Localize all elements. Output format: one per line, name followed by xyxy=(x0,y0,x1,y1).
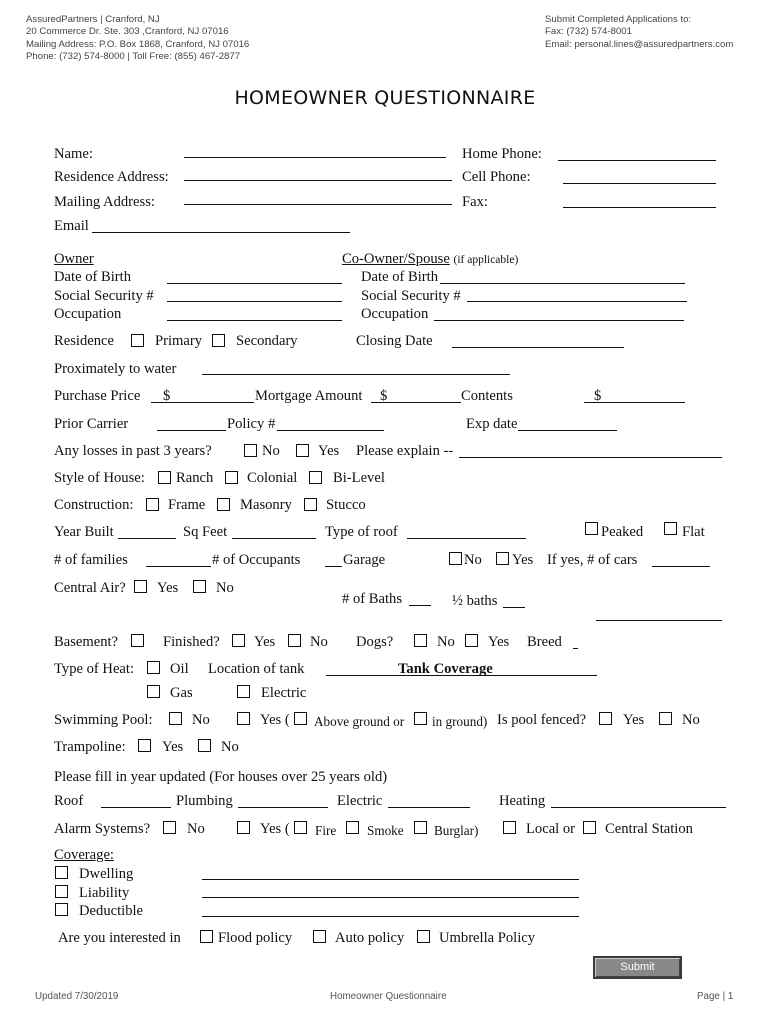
secondary-label: Secondary xyxy=(236,333,298,349)
cell-phone-field[interactable] xyxy=(563,183,716,184)
prior-carrier-field[interactable] xyxy=(157,430,226,431)
frame-checkbox[interactable] xyxy=(146,498,159,511)
finished-label: Finished? xyxy=(163,634,220,650)
purchase-price-label: Purchase Price xyxy=(54,388,141,404)
sqft-field[interactable] xyxy=(232,538,316,539)
garage-label: Garage xyxy=(343,552,386,568)
breed-label: Breed xyxy=(527,634,562,650)
owner-occupation-label: Occupation xyxy=(54,306,122,322)
inground-checkbox[interactable] xyxy=(414,712,427,725)
flat-checkbox[interactable] xyxy=(664,522,677,535)
primary-checkbox[interactable] xyxy=(131,334,144,347)
residence-address-field[interactable] xyxy=(184,180,452,181)
residence-address-label: Residence Address: xyxy=(54,169,169,185)
submit-to-line: Submit Completed Applications to: xyxy=(545,14,692,25)
breed-field[interactable] xyxy=(573,648,578,649)
gas-checkbox[interactable] xyxy=(147,685,160,698)
liability-field[interactable] xyxy=(202,897,579,898)
alarm-label: Alarm Systems? xyxy=(54,821,151,837)
inground-label: in ground) xyxy=(432,714,488,729)
name-label: Name: xyxy=(54,146,93,162)
air-yes-checkbox[interactable] xyxy=(134,580,147,593)
umbrella-label: Umbrella Policy xyxy=(439,930,536,946)
losses-no-label: No xyxy=(262,443,280,459)
explain-label: Please explain -- xyxy=(356,443,454,459)
basement-label: Basement? xyxy=(54,634,119,650)
above-ground-label: Above ground or xyxy=(314,714,405,729)
central-air-label: Central Air? xyxy=(54,580,126,596)
finished-no-label: No xyxy=(310,634,328,650)
alarm-no-checkbox[interactable] xyxy=(163,821,176,834)
dogs-yes-label: Yes xyxy=(488,634,510,650)
frame-label: Frame xyxy=(168,497,206,513)
tank-location-label: Location of tank xyxy=(208,661,305,677)
fenced-no-label: No xyxy=(682,712,700,728)
basement-checkbox[interactable] xyxy=(131,634,144,647)
garage-yes-checkbox[interactable] xyxy=(496,552,509,565)
flat-label: Flat xyxy=(682,524,705,540)
tank-coverage-label: Tank Coverage xyxy=(398,661,493,677)
agency-name-line: AssuredPartners | Cranford, NJ xyxy=(26,14,160,25)
dogs-yes-checkbox[interactable] xyxy=(465,634,478,647)
fax-field[interactable] xyxy=(563,207,716,208)
secondary-checkbox[interactable] xyxy=(212,334,225,347)
gas-label: Gas xyxy=(170,685,193,701)
owner-dob-field[interactable] xyxy=(167,283,342,284)
mailing-address-field[interactable] xyxy=(184,204,452,205)
fire-label: Fire xyxy=(315,823,337,838)
submit-button[interactable]: Submit xyxy=(593,956,682,979)
tank-coverage-field[interactable] xyxy=(398,675,597,676)
coowner-label: Co-Owner/Spouse xyxy=(342,251,450,267)
year-built-label: Year Built xyxy=(54,524,114,540)
cars-field[interactable] xyxy=(652,566,710,567)
stucco-label: Stucco xyxy=(326,497,366,513)
home-phone-label: Home Phone: xyxy=(462,146,542,162)
half-baths-field[interactable] xyxy=(503,607,525,608)
owner-ssn-field[interactable] xyxy=(167,301,342,302)
interest-label: Are you interested in xyxy=(58,930,181,946)
contents-dollar: $ xyxy=(594,388,602,404)
pool-fenced-label: Is pool fenced? xyxy=(497,712,587,728)
burglar-label: Burglar) xyxy=(434,823,479,838)
roof-type-field[interactable] xyxy=(407,538,526,539)
baths-field[interactable] xyxy=(409,605,431,606)
losses-label: Any losses in past 3 years? xyxy=(54,443,212,459)
cell-phone-label: Cell Phone: xyxy=(462,169,531,185)
peaked-checkbox[interactable] xyxy=(585,522,598,535)
finished-yes-checkbox[interactable] xyxy=(232,634,245,647)
air-yes-label: Yes xyxy=(157,580,179,596)
dwelling-field[interactable] xyxy=(202,879,579,880)
colonial-checkbox[interactable] xyxy=(225,471,238,484)
water-label: Proximately to water xyxy=(54,361,177,377)
auto-checkbox[interactable] xyxy=(313,930,326,943)
water-field[interactable] xyxy=(202,374,510,375)
fax-label: Fax: xyxy=(462,194,488,210)
trampoline-no-checkbox[interactable] xyxy=(198,739,211,752)
coowner-ssn-label: Social Security # xyxy=(361,288,461,304)
smoke-label: Smoke xyxy=(367,823,404,838)
sqft-label: Sq Feet xyxy=(183,524,228,540)
closing-date-label: Closing Date xyxy=(356,333,433,349)
page-title: HOMEOWNER QUESTIONNAIRE xyxy=(234,87,536,109)
tank-location-field[interactable] xyxy=(326,675,398,676)
trampoline-label: Trampoline: xyxy=(54,739,126,755)
purchase-dollar: $ xyxy=(163,388,171,404)
residence-label: Residence xyxy=(54,333,114,349)
pool-yes-checkbox[interactable] xyxy=(237,712,250,725)
colonial-label: Colonial xyxy=(247,470,298,486)
email-field[interactable] xyxy=(92,232,350,233)
roof-updated-label: Roof xyxy=(54,793,84,809)
liability-checkbox[interactable] xyxy=(55,885,68,898)
closing-date-field[interactable] xyxy=(452,347,624,348)
construction-label: Construction: xyxy=(54,497,134,513)
fire-checkbox[interactable] xyxy=(294,821,307,834)
if-applicable-note: (if applicable) xyxy=(453,254,519,266)
roof-updated-field[interactable] xyxy=(101,807,171,808)
owner-dob-label: Date of Birth xyxy=(54,269,132,285)
submit-fax-line: Fax: (732) 574-8001 xyxy=(545,26,632,38)
coverage-heading: Coverage: xyxy=(54,847,114,863)
roof-type-label: Type of roof xyxy=(325,524,398,540)
exp-date-field[interactable] xyxy=(518,430,617,431)
owner-occupation-field[interactable] xyxy=(167,320,342,321)
deductible-field[interactable] xyxy=(202,916,579,917)
electric-updated-field[interactable] xyxy=(388,807,470,808)
style-label: Style of House: xyxy=(54,470,145,486)
policy-field[interactable] xyxy=(277,430,384,431)
footer-title: Homeowner Questionnaire xyxy=(330,991,447,1002)
alarm-no-label: No xyxy=(187,821,205,837)
coowner-dob-label: Date of Birth xyxy=(361,269,439,285)
agency-address-line: 20 Commerce Dr. Ste. 303 ,Cranford, NJ 07016 xyxy=(26,26,229,38)
liability-label: Liability xyxy=(79,885,130,901)
dwelling-checkbox[interactable] xyxy=(55,866,68,879)
auto-label: Auto policy xyxy=(335,930,405,946)
year-built-field[interactable] xyxy=(118,538,176,539)
deductible-label: Deductible xyxy=(79,903,144,919)
submit-email-line: Email: personal.lines@assuredpartners.com xyxy=(545,38,734,50)
dogs-label: Dogs? xyxy=(356,634,394,650)
baths-label: # of Baths xyxy=(342,591,402,607)
finished-yes-label: Yes xyxy=(254,634,276,650)
owner-ssn-label: Social Security # xyxy=(54,288,154,304)
coowner-heading xyxy=(342,251,518,269)
air-no-checkbox[interactable] xyxy=(193,580,206,593)
ranch-label: Ranch xyxy=(176,470,214,486)
local-checkbox[interactable] xyxy=(503,821,516,834)
heating-updated-label: Heating xyxy=(499,793,546,809)
finished-no-checkbox[interactable] xyxy=(288,634,301,647)
agency-phone-line: Phone: (732) 574-8000 | Toll Free: (855) 467-2877 xyxy=(26,51,241,63)
families-field[interactable] xyxy=(146,566,211,567)
trampoline-no-label: No xyxy=(221,739,239,755)
masonry-checkbox[interactable] xyxy=(217,498,230,511)
bilevel-label: Bi-Level xyxy=(333,470,385,486)
fenced-yes-label: Yes xyxy=(623,712,645,728)
email-label: Email xyxy=(54,218,89,234)
home-phone-field[interactable] xyxy=(558,160,716,161)
deductible-checkbox[interactable] xyxy=(55,903,68,916)
heating-updated-field[interactable] xyxy=(551,807,726,808)
flood-checkbox[interactable] xyxy=(200,930,213,943)
exp-date-label: Exp date xyxy=(466,416,518,432)
oil-label: Oil xyxy=(170,661,189,677)
prior-carrier-label: Prior Carrier xyxy=(54,416,129,432)
heat-label: Type of Heat: xyxy=(54,661,135,677)
central-station-checkbox[interactable] xyxy=(583,821,596,834)
mortgage-label: Mortgage Amount xyxy=(255,388,363,404)
umbrella-checkbox[interactable] xyxy=(417,930,430,943)
electric-updated-label: Electric xyxy=(337,793,383,809)
mortgage-dollar: $ xyxy=(380,388,388,404)
central-station-label: Central Station xyxy=(605,821,693,837)
occupants-field[interactable] xyxy=(325,566,342,567)
above-ground-checkbox[interactable] xyxy=(294,712,307,725)
garage-no-label: No xyxy=(464,552,482,568)
garage-yes-label: Yes xyxy=(512,552,534,568)
fenced-yes-checkbox[interactable] xyxy=(599,712,612,725)
submission-info xyxy=(545,14,733,51)
bilevel-checkbox[interactable] xyxy=(309,471,322,484)
explain-field[interactable] xyxy=(459,457,722,458)
peaked-label: Peaked xyxy=(601,524,644,540)
pool-yes-label: Yes ( xyxy=(260,712,290,728)
stucco-checkbox[interactable] xyxy=(304,498,317,511)
oil-checkbox[interactable] xyxy=(147,661,160,674)
pool-no-label: No xyxy=(192,712,210,728)
electric-heat-checkbox[interactable] xyxy=(237,685,250,698)
owner-heading: Owner xyxy=(54,251,94,267)
masonry-label: Masonry xyxy=(240,497,292,513)
losses-yes-label: Yes xyxy=(318,443,340,459)
plumbing-updated-field[interactable] xyxy=(238,807,328,808)
trampoline-yes-checkbox[interactable] xyxy=(138,739,151,752)
ranch-checkbox[interactable] xyxy=(158,471,171,484)
garage-no-checkbox[interactable] xyxy=(449,552,462,565)
policy-label: Policy # xyxy=(227,416,276,432)
fenced-no-checkbox[interactable] xyxy=(659,712,672,725)
half-baths-label: ½ baths xyxy=(452,593,498,609)
losses-no-checkbox[interactable] xyxy=(244,444,257,457)
dogs-no-label: No xyxy=(437,634,455,650)
name-field[interactable] xyxy=(184,157,446,158)
local-label: Local or xyxy=(526,821,576,837)
occupants-label: # of Occupants xyxy=(212,552,301,568)
contents-label: Contents xyxy=(461,388,513,404)
year-updated-intro: Please fill in year updated (For houses over 25 years old) xyxy=(54,769,388,785)
alarm-yes-label: Yes ( xyxy=(260,821,290,837)
dogs-no-checkbox[interactable] xyxy=(414,634,427,647)
dwelling-label: Dwelling xyxy=(79,866,134,882)
flood-label: Flood policy xyxy=(218,930,293,946)
mailing-address-label: Mailing Address: xyxy=(54,194,155,210)
families-label: # of families xyxy=(54,552,128,568)
primary-label: Primary xyxy=(155,333,203,349)
coowner-occupation-field[interactable] xyxy=(434,320,684,321)
trampoline-yes-label: Yes xyxy=(162,739,184,755)
alarm-yes-checkbox[interactable] xyxy=(237,821,250,834)
extra-field[interactable] xyxy=(596,620,722,621)
coowner-dob-field[interactable] xyxy=(440,283,685,284)
smoke-checkbox[interactable] xyxy=(346,821,359,834)
coowner-ssn-field[interactable] xyxy=(467,301,687,302)
plumbing-updated-label: Plumbing xyxy=(176,793,233,809)
cars-label: If yes, # of cars xyxy=(547,552,638,568)
electric-heat-label: Electric xyxy=(261,685,307,701)
coowner-occupation-label: Occupation xyxy=(361,306,429,322)
pool-no-checkbox[interactable] xyxy=(169,712,182,725)
losses-yes-checkbox[interactable] xyxy=(296,444,309,457)
air-no-label: No xyxy=(216,580,234,596)
pool-label: Swimming Pool: xyxy=(54,712,153,728)
footer-page-number: Page | 1 xyxy=(697,991,734,1002)
footer-updated: Updated 7/30/2019 xyxy=(35,991,119,1002)
burglar-checkbox[interactable] xyxy=(414,821,427,834)
agency-mailing-line: Mailing Address: P.O. Box 1868, Cranford, NJ 07016 xyxy=(26,38,250,50)
agency-header xyxy=(26,14,249,64)
